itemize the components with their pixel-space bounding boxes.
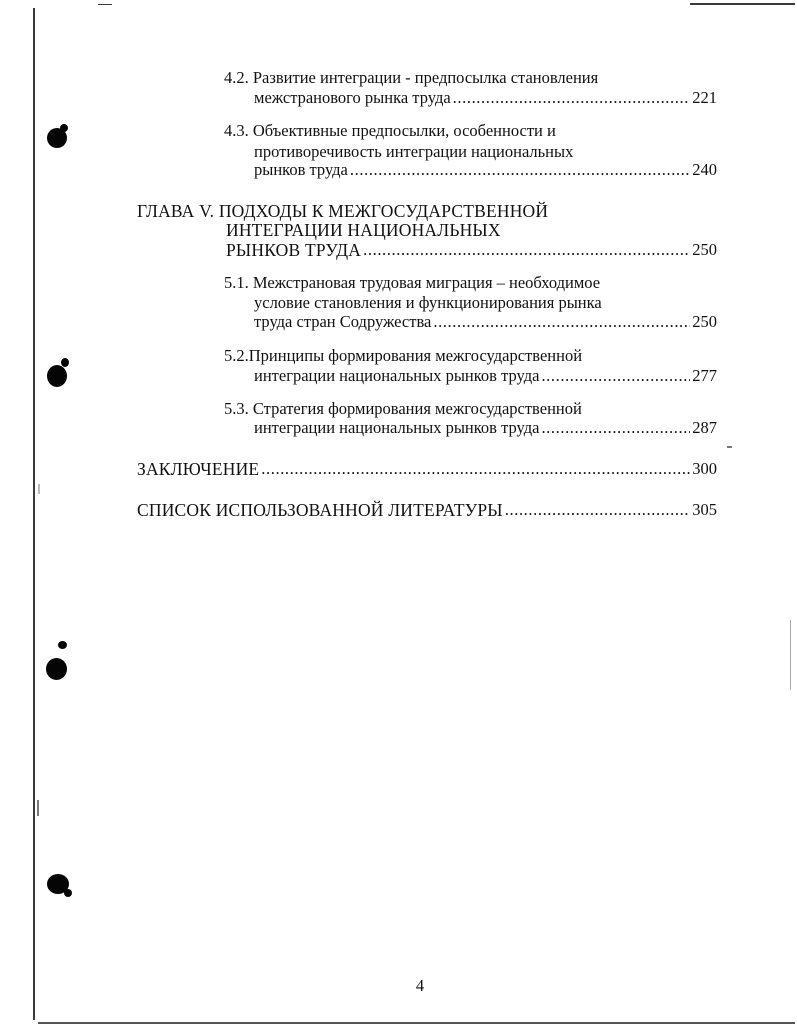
- punch-hole-4-notch: [64, 889, 72, 897]
- top-edge-mark: [98, 4, 112, 5]
- chapter-5-page: 250: [692, 240, 717, 259]
- toc-entry-5-3-line2: интеграции национальных рынков труда: [254, 418, 540, 437]
- chapter-5-title-line2: ИНТЕГРАЦИИ НАЦИОНАЛЬНЫХ: [226, 220, 501, 240]
- toc-entry-5-1-line3: труда стран Содружества: [254, 312, 432, 331]
- top-right-edge: [690, 3, 795, 5]
- punch-hole-3: [46, 658, 67, 680]
- toc-entry-4-2-page: 221: [692, 88, 717, 107]
- toc-references-label: СПИСОК ИСПОЛЬЗОВАННОЙ ЛИТЕРАТУРЫ: [137, 500, 503, 520]
- toc-entry-4-3-line2: противоречивость интеграции национальных: [254, 142, 574, 161]
- bottom-edge-line: [38, 1022, 795, 1024]
- chapter-5-last-line: [226, 239, 717, 261]
- dot-leader: [505, 499, 690, 521]
- toc-entry-5-3-last-line: [254, 417, 717, 439]
- toc-entry-5-2-page: 277: [692, 366, 717, 385]
- toc-entry-4-2-line1: 4.2. Развитие интеграции - предпосылка становления: [224, 68, 599, 87]
- toc-conclusion-page: 300: [692, 459, 717, 478]
- dot-leader: [541, 417, 690, 439]
- scan-speck: [37, 800, 39, 816]
- scan-speck: [38, 484, 40, 494]
- toc-entry-5-1-page: 250: [692, 312, 717, 331]
- page-number: 4: [415, 976, 425, 995]
- dot-leader: [453, 87, 691, 109]
- toc-entry-5-1-last-line: [254, 311, 717, 333]
- toc-references: [137, 499, 717, 521]
- toc-entry-4-2-last-line: [254, 87, 717, 109]
- scan-speck: [727, 446, 732, 448]
- punch-hole-1-notch: [60, 124, 68, 132]
- left-binding-line: [33, 8, 35, 1020]
- punch-hole-3-notch: [58, 641, 67, 649]
- chapter-5-title-line1: ГЛАВА V. ПОДХОДЫ К МЕЖГОСУДАРСТВЕННОЙ: [137, 201, 549, 221]
- punch-hole-2-notch: [61, 358, 69, 367]
- dot-leader: [261, 458, 690, 480]
- toc-entry-4-3-last-line: [254, 159, 717, 181]
- toc-entry-5-2-last-line: [254, 365, 717, 387]
- toc-entry-5-1-line1: 5.1. Межстрановая трудовая миграция – необходимое: [224, 273, 601, 292]
- toc-conclusion: [137, 458, 717, 480]
- right-edge-line: [790, 620, 791, 690]
- toc-entry-5-3-line1: 5.3. Стратегия формирования межгосударственной: [224, 399, 582, 418]
- toc-entry-5-3-page: 287: [692, 418, 717, 437]
- toc-conclusion-label: ЗАКЛЮЧЕНИЕ: [137, 459, 260, 479]
- dot-leader: [363, 239, 690, 261]
- toc-entry-4-3-line1: 4.3. Объективные предпосылки, особенности и: [224, 121, 556, 140]
- dot-leader: [433, 311, 690, 333]
- toc-references-page: 305: [692, 500, 717, 519]
- punch-hole-2: [47, 365, 67, 387]
- toc-entry-5-2-line1: 5.2.Принципы формирования межгосударственной: [224, 346, 583, 365]
- toc-entry-5-1-line2: условие становления и функционирования рынка: [254, 293, 602, 312]
- toc-entry-4-3-line3: рынков труда: [254, 160, 348, 179]
- dot-leader: [541, 365, 690, 387]
- dot-leader: [350, 159, 690, 181]
- toc-entry-4-2-line2: межстранового рынка труда: [254, 88, 451, 107]
- chapter-5-title-line3: РЫНКОВ ТРУДА: [226, 240, 362, 260]
- toc-entry-5-2-line2: интеграции национальных рынков труда: [254, 366, 540, 385]
- toc-entry-4-3-page: 240: [692, 160, 717, 179]
